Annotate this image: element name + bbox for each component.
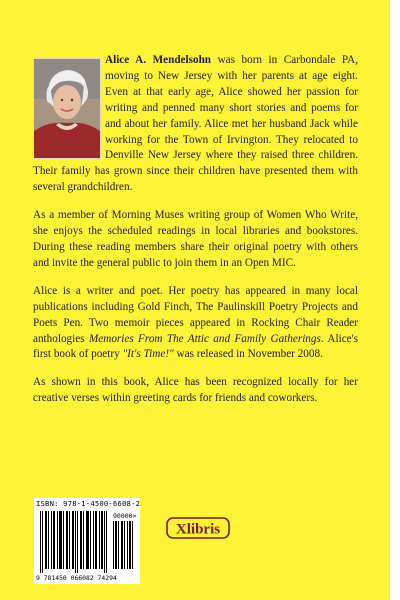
bio-paragraph-3-text-c: was released in November 2008. [173, 348, 323, 361]
barcode-addon-label: 90000> [113, 512, 137, 520]
bio-paragraph-3-text-a: Alice is a writer and poet. Her poetry has appeared in many local publications including Gold Finch, The Paulinskill Poetry Projects and Poets Pen. Two memoir pieces appeared in Rocking Chair Reader anthologies [33, 284, 358, 345]
author-bio [33, 53, 358, 419]
barcode-bars [38, 509, 138, 575]
bio-paragraph-3 [33, 284, 358, 364]
xlibris-logo [166, 515, 230, 541]
bio-paragraph-4: As shown in this book, Alice has been recognized locally for her creative verses within greeting cards for friends and coworkers. [33, 376, 358, 405]
bio-paragraph-1-text: was born in Carbondale PA, moving to New Jersey with her parents at age eight. Even at that early age, Alice showed her passion for writing and penned many short stories and poems for and about her family. Alice met her husband Jack while working for the Town of Irvington. They relocated to Denville New Jersey where they raised three children. Their family has grown since their children have presented them with several grandchildren. [33, 54, 358, 194]
isbn-label: ISBN: 978-1-4500-6608-2 [36, 499, 141, 508]
isbn-barcode [34, 498, 140, 584]
bio-paragraph-3-text-b: . Alice's first book of poetry [33, 332, 358, 361]
bio-paragraph-2: As a member of Morning Muses writing group of Women Who Write, she enjoys the scheduled readings in local libraries and bookstores. During these reading members share their original poetry with others and invite the general public to join them in an Open MIC. [33, 209, 358, 269]
publisher-logo-text: Xlibris [175, 521, 221, 538]
bio-paragraph-1 [33, 53, 358, 196]
anthology-title: Memories From The Attic and Family Gatherings [88, 332, 321, 345]
author-name: Alice A. Mendelsohn [105, 54, 212, 66]
barcode-digits: 9 781450 066082 74294 [36, 574, 117, 582]
book-title: "It's Time!" [122, 348, 174, 361]
